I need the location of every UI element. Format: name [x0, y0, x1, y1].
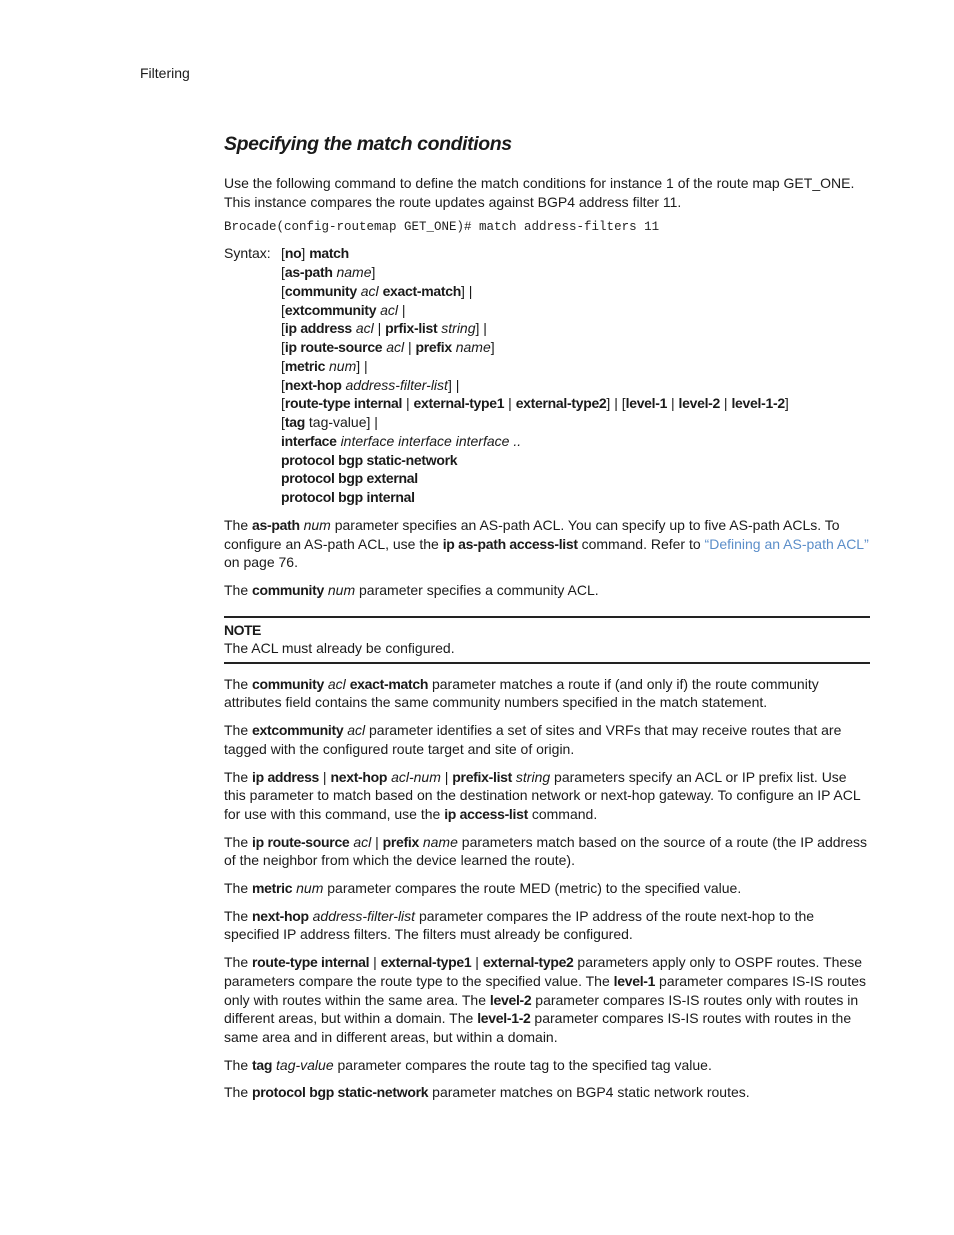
tag-paragraph: The tag tag-value parameter compares the route tag to the specified tag value.	[224, 1056, 712, 1073]
note-title: NOTE	[224, 621, 261, 638]
keyword: external-type1	[413, 395, 505, 412]
metric-paragraph: The metric num parameter compares the route MED (metric) to the specified value.	[224, 880, 742, 897]
argument: interface interface interface ..	[340, 432, 522, 449]
keyword: route-type internal	[284, 395, 403, 412]
argument: acl	[355, 320, 374, 337]
syntax-line: protocol bgp internal	[281, 489, 415, 506]
keyword: ip route-source	[284, 339, 383, 356]
argument: acl	[386, 339, 405, 356]
community-exact-paragraph: The community acl exact-match parameter matches a route if (and only if) the route community attributes field contains the same community numbers specified in the match statement.	[224, 675, 819, 711]
keyword: level-2	[678, 395, 721, 412]
syntax-lines	[281, 244, 789, 507]
note-box	[224, 616, 870, 664]
argument: acl	[380, 301, 398, 318]
intro-paragraph: Use the following command to define the match conditions for instance 1 of the route map GET_ONE. This instance compares the route updates against BGP4 address filter 11.	[224, 175, 855, 210]
section-title: Specifying the match conditions	[224, 133, 512, 155]
keyword: level-1	[625, 395, 668, 412]
extcommunity-paragraph: The extcommunity acl parameter identifies a set of sites and VRFs that may receive routes that are tagged with the configured route target and site of origin.	[224, 722, 842, 757]
keyword: exact-match	[382, 282, 461, 299]
syntax-line	[281, 432, 789, 451]
syntax-line: [next-hop address-filter-list] |	[281, 376, 460, 393]
ip-address-paragraph: The ip address | next-hop acl-num | prefix-list string parameters specify an ACL or IP prefix list. Use this parameter to match based on the destination network or next-hop gateway. To configure an IP ACL for use with this command, use the ip access-list command.	[224, 768, 861, 822]
keyword: external-type2	[515, 395, 607, 412]
argument: num	[329, 357, 357, 374]
keyword: prefix	[415, 339, 452, 356]
keyword: match	[309, 245, 349, 262]
syntax-line: protocol bgp external	[281, 470, 418, 487]
syntax-line: [route-type internal | external-type1 | external-type2] | [level-1 | level-2 | level-1-2]	[281, 395, 789, 412]
syntax-line: [metric num] |	[281, 357, 368, 374]
keyword: no	[284, 245, 302, 262]
syntax-line: [community acl exact-match] |	[281, 282, 473, 299]
keyword: extcommunity	[284, 301, 377, 318]
route-source-paragraph: The ip route-source acl | prefix name parameters match based on the source of a route (the IP address of the neighbor from which the device learned the route).	[224, 833, 867, 869]
community-paragraph: The community num parameter specifies a community ACL.	[224, 582, 599, 599]
bracket: ]	[301, 245, 306, 262]
command-example: Brocade(config-routemap GET_ONE)# match address-filters 11	[224, 220, 660, 235]
syntax-block	[224, 244, 870, 507]
cross-reference-link[interactable]: “Defining an AS-path ACL”	[704, 535, 869, 552]
keyword: tag	[284, 414, 305, 431]
next-hop-paragraph: The next-hop address-filter-list parameter compares the IP address of the route next-hop to the specified IP address filters. The filters must already be configured.	[224, 907, 815, 943]
running-head: Filtering	[140, 65, 190, 81]
syntax-line: [as-path name]	[281, 264, 376, 281]
keyword: prfix-list	[385, 320, 438, 337]
syntax-line: [extcommunity acl |	[281, 301, 406, 318]
bracket: [	[281, 245, 285, 262]
keyword: interface	[281, 432, 337, 449]
as-path-paragraph: The as-path num parameter specifies an AS-path ACL. You can specify up to five AS-path ACLs. To configure an AS-path ACL, use the ip as-path access-list command. Refer to “Defining an AS-path ACL” on page 76.	[224, 516, 869, 571]
static-network-paragraph: The protocol bgp static-network parameter matches on BGP4 static network routes.	[224, 1084, 750, 1101]
syntax-line: [tag tag-value] |	[281, 414, 378, 431]
argument: address-filter-list	[345, 376, 448, 393]
keyword: next-hop	[284, 376, 342, 393]
keyword: metric	[284, 357, 326, 374]
argument: string	[441, 320, 476, 337]
syntax-line	[281, 244, 789, 263]
argument: tag-value	[308, 414, 367, 431]
argument: name	[336, 264, 372, 281]
syntax-line: [ip route-source acl | prefix name]	[281, 339, 495, 356]
syntax-line: [ip address acl | prfix-list string] |	[281, 320, 487, 337]
keyword: community	[284, 282, 357, 299]
argument: name	[455, 339, 491, 356]
route-type-paragraph: The route-type internal | external-type1 | external-type2 parameters apply only to OSPF routes. These parameters compare the route type to the specified value. The level-1 parameter compares IS-IS routes only with routes within the same area. The level-2 parameter compares IS-IS routes only with routes in different areas, but within a domain. The level-1-2 parameter compares IS-IS routes with routes in the same area and in different areas, but within a domain.	[224, 954, 867, 1045]
keyword: as-path	[284, 264, 333, 281]
keyword: level-1-2	[731, 395, 785, 412]
note-text: The ACL must already be configured.	[224, 639, 455, 656]
syntax-label: Syntax:	[224, 245, 271, 262]
keyword: ip address	[284, 320, 352, 337]
argument: acl	[360, 282, 379, 299]
syntax-line: protocol bgp static-network	[281, 451, 458, 468]
main-content	[224, 133, 870, 1111]
